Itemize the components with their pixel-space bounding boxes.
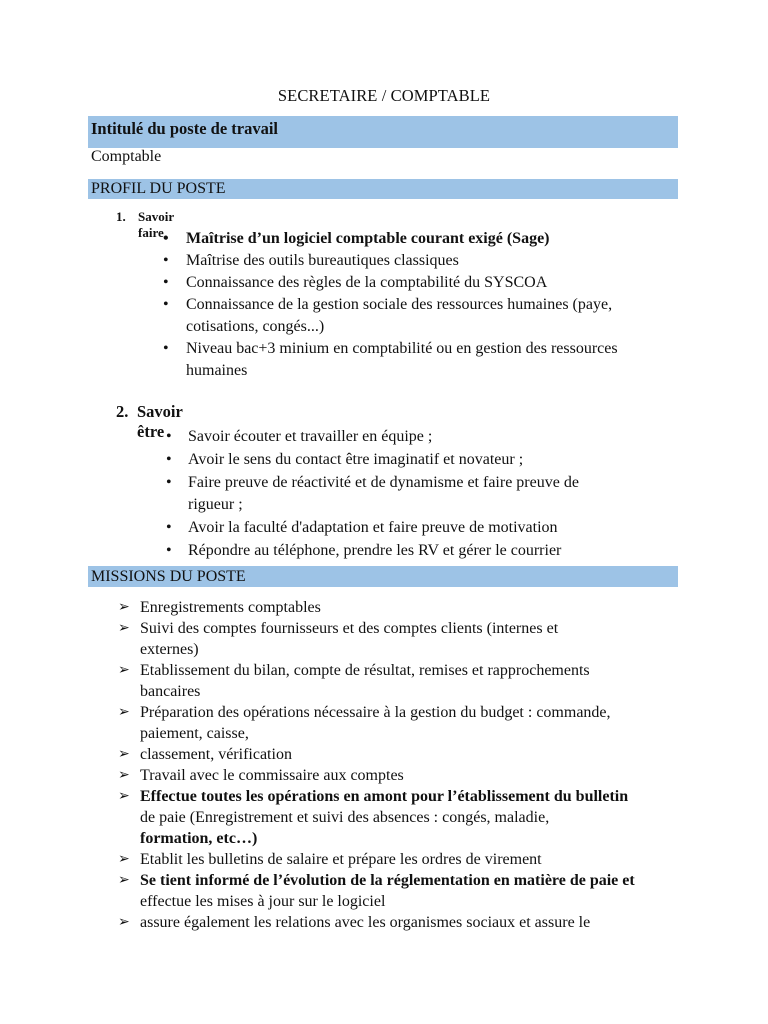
bullet-icon: •: [163, 252, 169, 269]
list-item: ➢ Se tient informé de l’évolution de la réglementation en matière de paie et effectue les mises à jour sur le logiciel: [118, 872, 635, 910]
list-item: ➢ Etablit les bulletins de salaire et prépare les ordres de virement: [118, 851, 542, 868]
bullet-icon: •: [163, 274, 169, 291]
section-band-profil: PROFIL DU POSTE: [88, 179, 678, 199]
bullet-icon: •: [166, 451, 172, 468]
savoir-faire-list: [163, 228, 683, 382]
list-item: ➢ assure également les relations avec les organismes sociaux et assure le: [118, 914, 591, 931]
bullet-icon: •: [166, 542, 172, 559]
arrow-bullet-icon: ➢: [118, 852, 130, 867]
list-item: ➢ Préparation des opérations nécessaire à la gestion du budget : commande, paiement, caisse,: [118, 704, 611, 742]
arrow-bullet-icon: ➢: [118, 789, 130, 804]
list-item: • Avoir le sens du contact être imaginatif et novateur ;: [166, 449, 656, 471]
arrow-bullet-icon: ➢: [118, 600, 130, 615]
arrow-bullet-icon: ➢: [118, 768, 130, 783]
subsection-title: Savoir faire: [138, 209, 174, 240]
list-item: ➢ classement, vérification: [118, 746, 292, 763]
section-band-missions: MISSIONS DU POSTE: [88, 566, 678, 587]
document-title: SECRETAIRE / COMPTABLE: [277, 86, 491, 105]
bullet-icon: •: [166, 519, 172, 536]
bullet-icon: •: [163, 296, 169, 313]
section-band-intitule: Intitulé du poste de travail: [88, 116, 678, 148]
bullet-icon: •: [166, 474, 172, 491]
subsection-number: 1.: [116, 209, 126, 224]
arrow-bullet-icon: ➢: [118, 621, 130, 636]
poste-value: Comptable: [91, 148, 162, 165]
arrow-bullet-icon: ➢: [118, 705, 130, 720]
list-item: • Faire preuve de réactivité et de dynamisme et faire preuve de rigueur ;: [166, 474, 579, 513]
list-item: ➢ Etablissement du bilan, compte de résultat, remises et rapprochements bancaires: [118, 662, 590, 700]
list-item: • Maîtrise des outils bureautiques classiques: [163, 250, 683, 272]
arrow-bullet-icon: ➢: [118, 663, 130, 678]
bullet-icon: •: [163, 230, 169, 247]
list-item: • Répondre au téléphone, prendre les RV et gérer le courrier: [166, 540, 656, 562]
list-item: • Savoir écouter et travailler en équipe ;: [166, 426, 656, 448]
arrow-bullet-icon: ➢: [118, 747, 130, 762]
list-item: ➢ Travail avec le commissaire aux comptes: [118, 767, 404, 784]
bullet-icon: •: [166, 428, 172, 445]
arrow-bullet-icon: ➢: [118, 915, 130, 930]
list-item: • Connaissance des règles de la comptabilité du SYSCOA: [163, 272, 683, 294]
subsection-title: Savoir être: [137, 402, 183, 441]
list-item: • Maîtrise d’un logiciel comptable courant exigé (Sage): [163, 228, 683, 250]
list-item: • Niveau bac+3 minium en comptabilité ou en gestion des ressources humaines: [163, 340, 618, 379]
list-item: ➢ Suivi des comptes fournisseurs et des comptes clients (internes et externes): [118, 620, 559, 658]
subsection-number: 2.: [116, 402, 129, 421]
missions-list: [118, 597, 688, 933]
savoir-etre-list: [166, 426, 656, 563]
list-item: • Connaissance de la gestion sociale des ressources humaines (paye, cotisations, congés...): [163, 296, 613, 335]
list-item: • Avoir la faculté d'adaptation et faire preuve de motivation: [166, 517, 656, 539]
arrow-bullet-icon: ➢: [118, 873, 130, 888]
bullet-icon: •: [163, 340, 169, 357]
list-item: ➢ Effectue toutes les opérations en amont pour l’établissement du bulletin de paie (Enregistrement et suivi des absences : congés, maladie, formation, etc…): [118, 788, 629, 847]
list-item: ➢ Enregistrements comptables: [118, 599, 321, 616]
